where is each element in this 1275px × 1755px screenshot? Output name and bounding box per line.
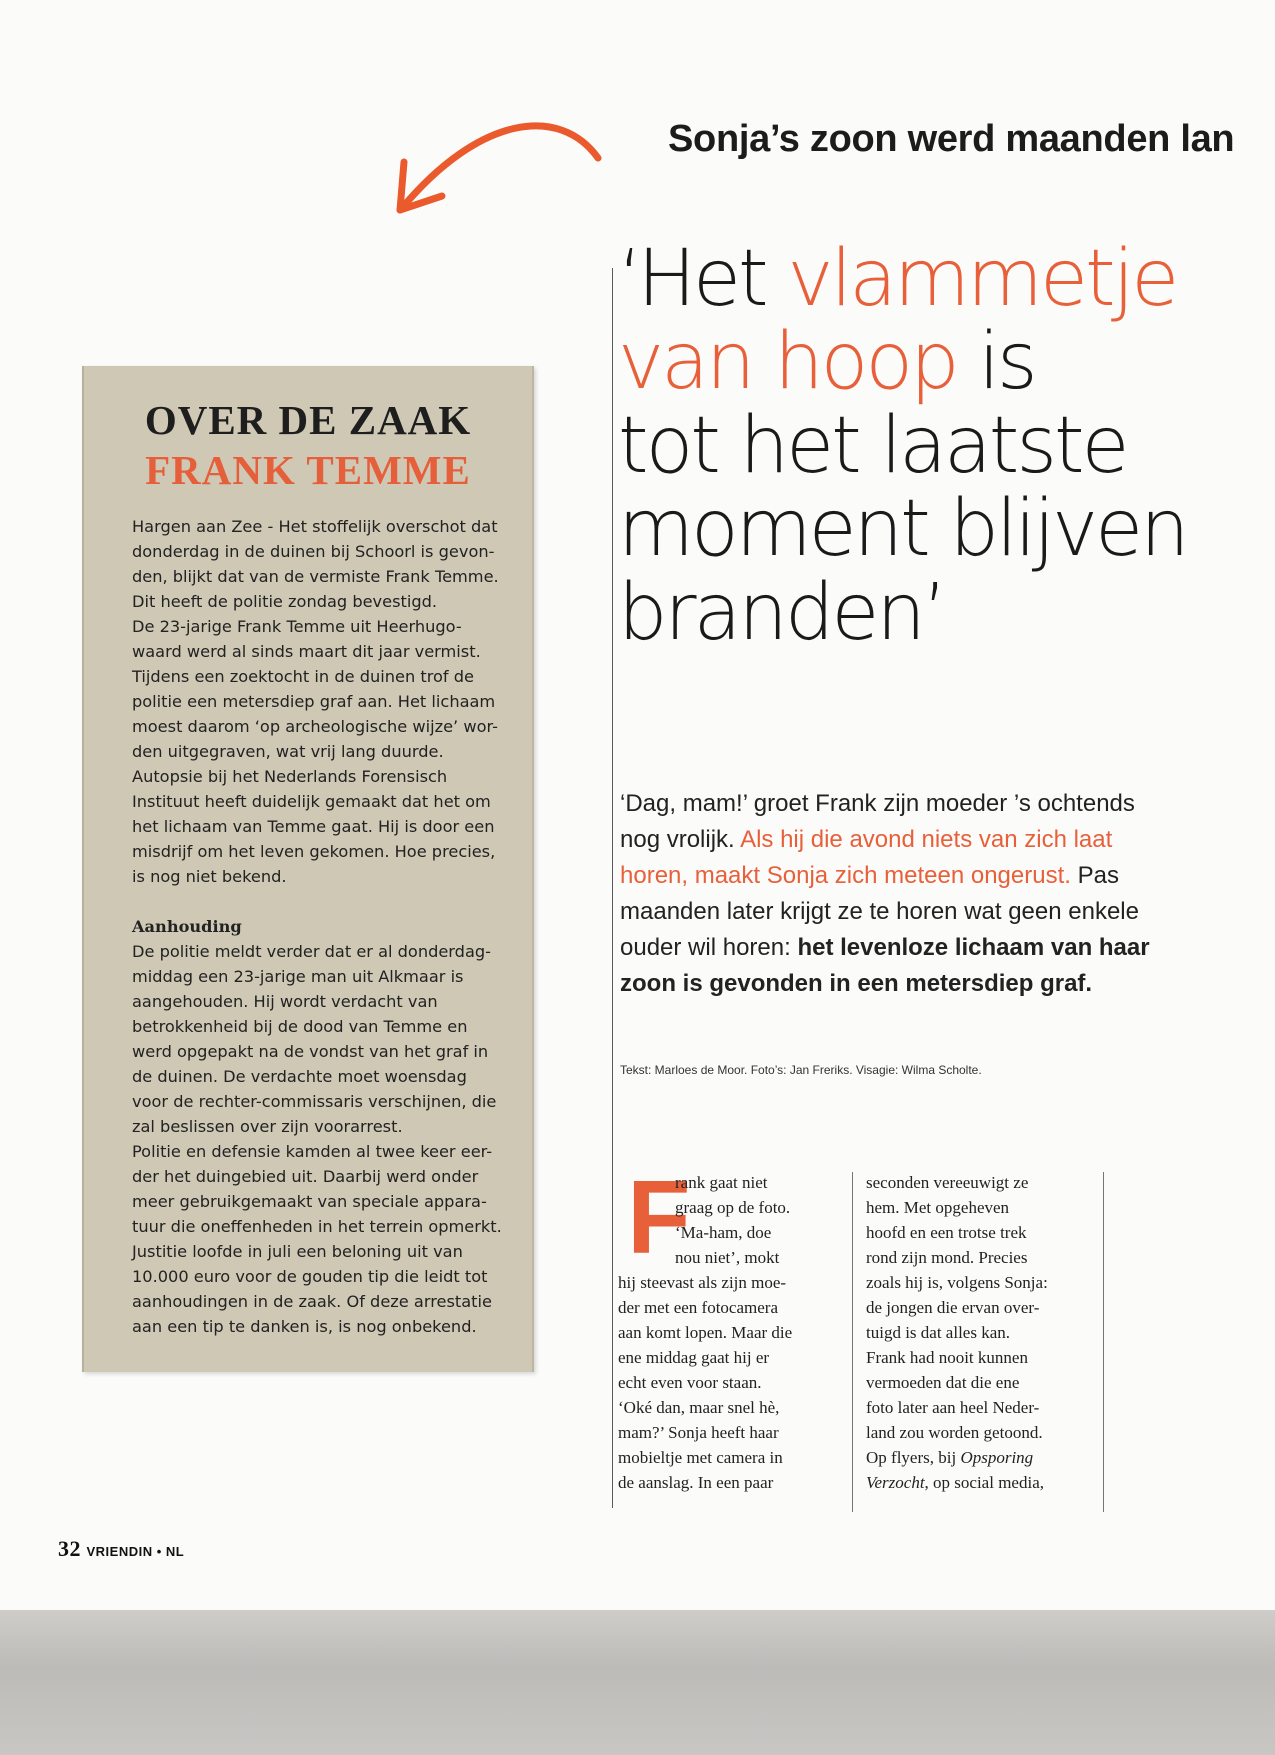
intro-paragraph xyxy=(620,786,1180,1002)
headline-part: ‘Het xyxy=(618,234,788,324)
drop-cap: F xyxy=(627,1160,691,1276)
intro-text: Pas maanden later krijgt ze te horen wat geen enkele ouder wil horen: xyxy=(620,862,1139,961)
clipping-title: OVER DE ZAAK xyxy=(144,397,472,443)
headline-accent: vlammetje xyxy=(787,234,1177,324)
scan-background xyxy=(0,1610,1275,1755)
column-divider xyxy=(612,268,613,1508)
page-number: 32 xyxy=(58,1536,81,1561)
body-text: seconden vereeuwigt ze hem. Met opgeheven hoofd en een trotse trek rond zijn mond. Precies zoals hij is, volgens Sonja: de jongen die ervan over- tuigd is dat alles kan. Frank had nooit kunnen vermoeden dat die ene foto later aan heel Neder- land zou worden getoond. Op flyers, bij xyxy=(866,1173,1048,1467)
clipping-subtitle: FRANK TEMME xyxy=(145,447,471,493)
clipping-subheading: Aanhouding xyxy=(132,917,242,936)
credits: Tekst: Marloes de Moor. Foto’s: Jan Freriks. Visagie: Wilma Scholte. xyxy=(620,1063,982,1077)
kicker-title: Sonja’s zoon werd maanden lan xyxy=(668,118,1235,160)
column-rule xyxy=(1103,1172,1104,1512)
body-text: rank gaat niet graag op de foto. ‘Ma-ham, doe nou niet’, mokt xyxy=(675,1173,791,1267)
body-column-2 xyxy=(866,1170,1066,1495)
clipping-paragraph: Hargen aan Zee - Het stoffelijk overschot dat donderdag in de duinen bij Schoorl is gevon- den, blijkt dat van de vermiste Frank Temme. Dit heeft de politie zondag bevestigd. De 23-jarige Frank Temme uit Heerhugo- waard werd al sinds maart dit jaar vermist. Tijdens een zoektocht in de duinen trof de politie een metersdiep graf aan. Het lichaam moest daarom ‘op archeologische wijze’ wor- den uitgegraven, wat vrij lang duurde. Autopsie bij het Nederlands Forensisch Instituut heeft duidelijk gemaakt dat het om het lichaam van Temme gaat. Hij is door een misdrijf om het leven gekomen. Hoe precies, is nog niet bekend. xyxy=(132,517,499,886)
body-text: , op social media, xyxy=(924,1473,1044,1492)
headline xyxy=(618,234,1258,658)
magazine-name: VRIENDIN • NL xyxy=(86,1544,185,1559)
headline-part: tot het laatste xyxy=(618,400,1127,491)
headline-part: is xyxy=(956,317,1035,408)
body-text: hij steevast als zijn moe- der met een fotocamera aan komt lopen. Maar die ene middag gaat hij er echt even voor staan. ‘Oké dan, maar snel hè, mam?’ Sonja heeft haar mobieltje met camera in de aanslag. In een paar xyxy=(618,1273,793,1492)
intro-bold-text: het levenloze lichaam van haar zoon is gevonden in een metersdiep graf. xyxy=(620,934,1150,997)
headline-part: moment blijven xyxy=(618,484,1187,575)
headline-part: branden’ xyxy=(618,567,945,658)
intro-accent-text: Als hij die avond niets van zich laat horen, maakt Sonja zich meteen ongerust. xyxy=(620,826,1113,889)
intro-text: ‘Dag, mam!’ groet Frank zijn moeder ’s ochtends nog vrolijk. xyxy=(620,790,1135,853)
page-footer xyxy=(58,1536,184,1562)
ghost-show-through xyxy=(130,60,141,111)
body-column-1 xyxy=(618,1160,818,1495)
body-italic-text: Opsporing Verzocht xyxy=(866,1448,1034,1492)
clipping-body xyxy=(132,514,512,1339)
headline-accent: van hoop xyxy=(618,317,957,408)
column-rule xyxy=(852,1172,853,1512)
clipping-paragraph: De politie meldt verder dat er al donderdag- middag een 23-jarige man uit Alkmaar is aangehouden. Hij wordt verdacht van betrokkenheid bij de dood van Temme en werd opgepakt na de vondst van het graf in de duinen. De verdachte moet woensdag voor de rechter-commissaris verschijnen, die zal beslissen over zijn voorarrest. Politie en defensie kamden al twee keer eer- der het duingebied uit. Daarbij werd onder meer gebruikgemaakt van speciale appara- tuur die oneffenheden in het terrein opmerkt. Justitie loofde in juli een beloning uit van 10.000 euro voor de gouden tip die leidt tot aanhoudingen in de zaak. Of deze arrestatie aan een tip te danken is, is nog onbekend. xyxy=(132,942,502,1336)
newspaper-clipping xyxy=(82,366,534,1372)
arrow-icon xyxy=(390,110,610,230)
